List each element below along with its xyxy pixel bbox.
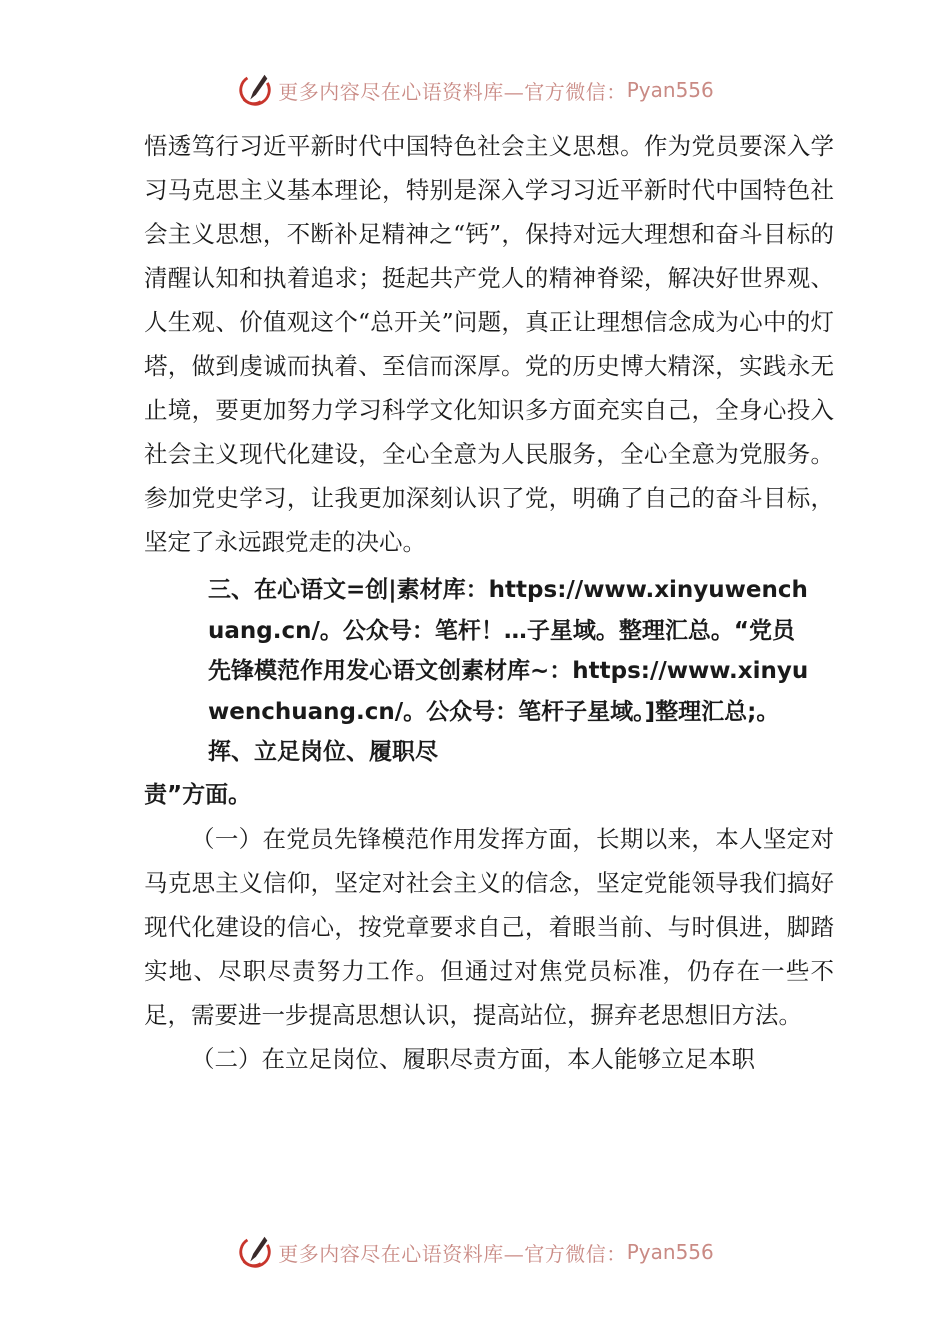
- paragraph-theory-study: 悟透笃行习近平新时代中国特色社会主义思想。作为党员要深入学习马克思主义基本理论，特别是深入学习习近平新时代中国特色社会主义思想，不断补足精神之“钙”，保持对远大理想和奋斗目标的清醒认知和执着追求；挺起共产党人的精神脊梁，解决好世界观、人生观、价值观这个“总开关”问题，真正让理想信念成为心中的灯塔，做到虔诚而执着、至信而深厚。党的历史博大精深，实践永无止境，要更加努力学习科学文化知识多方面充实自己，全身心投入社会主义现代化建设，全心全意为人民服务，全心全意为党服务。参加党史学习，让我更加深刻认识了党，明确了自己的奋斗目标，坚定了永远跟党走的决心。: [144, 132, 834, 556]
- paragraph-pioneer-role: （一）在党员先锋模范作用发挥方面，长期以来，本人坚定对马克思主义信仰，坚定对社会主义的信念，坚定党能领导我们搞好现代化建设的信心，按党章要求自己，着眼当前、与时俱进，脚踏实地、尽职尽责努力工作。但通过对焦党员标准，仍存在一些不足，需要进一步提高思想认识，提高站位，摒弃老思想旧方法。: [144, 824, 834, 1029]
- header-wechat-id: Pyan556: [626, 78, 714, 102]
- section-heading-tail: 责”方面。: [144, 781, 252, 808]
- page-header-banner: [0, 66, 950, 114]
- section-heading-three: 三、在心语文=创|素材库：https://www.xinyuwenchuang.cn/。公众号：笔杆！…子星域。整理汇总。“党员先锋模范作用发心语文创素材库~：https://www.xinyuwenchuang.cn/。公众号：笔杆子星域。]整理汇总;。挥、立足岗位、履职尽: [208, 577, 809, 765]
- header-banner-text: 更多内容尽在心语资料库—官方微信：: [278, 79, 627, 104]
- footer-wechat-id: Pyan556: [626, 1240, 714, 1264]
- fountain-pen-logo-icon: [236, 71, 274, 109]
- paragraph-post-duty: （二）在立足岗位、履职尽责方面，本人能够立足本职: [191, 1044, 755, 1073]
- fountain-pen-logo-icon: [236, 1233, 274, 1271]
- page-footer-banner: [0, 1228, 950, 1276]
- footer-banner-text: 更多内容尽在心语资料库—官方微信：: [278, 1241, 627, 1266]
- document-body: [144, 124, 834, 1081]
